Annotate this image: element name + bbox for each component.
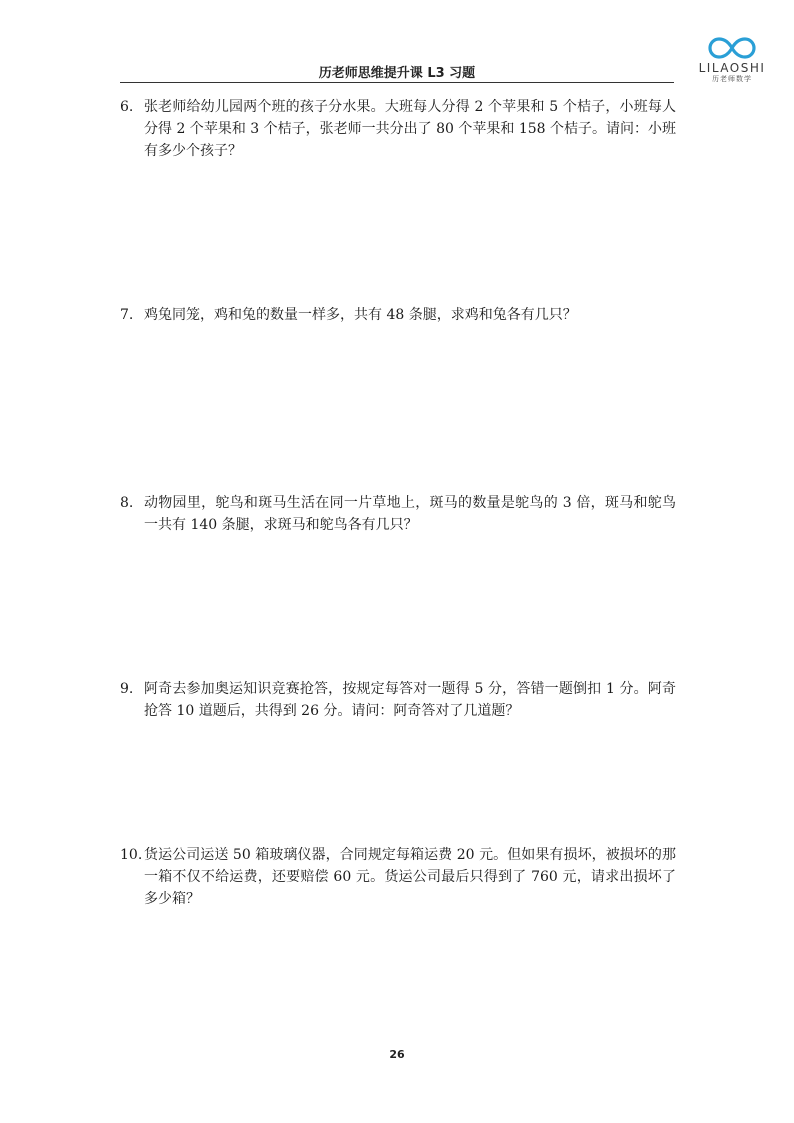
logo-subtitle: 历老师数学 [712,75,752,83]
question-10 [120,844,676,910]
question-number: 9. [120,681,134,697]
question-8 [120,492,676,536]
logo-wordmark: LILAOSHI [698,61,766,75]
question-text: 阿奇去参加奥运知识竞赛抢答，按规定每答对一题得 5 分，答错一题倒扣 1 分。阿奇抢答 10 道题后，共得到 26 分。请问：阿奇答对了几道题？ [144,681,676,719]
page-header-title: 历老师思维提升课 L3 习题 [318,66,476,81]
header-divider [120,82,674,83]
question-text: 张老师给幼儿园两个班的孩子分水果。大班每人分得 2 个苹果和 5 个桔子，小班每人分得 2 个苹果和 3 个桔子，张老师一共分出了 80 个苹果和 158 个桔子。请问：小班有多少个孩子？ [144,99,676,159]
question-text: 动物园里，鸵鸟和斑马生活在同一片草地上，斑马的数量是鸵鸟的 3 倍，斑马和鸵鸟一共有 140 条腿，求斑马和鸵鸟各有几只？ [144,495,676,533]
question-text: 货运公司运送 50 箱玻璃仪器，合同规定每箱运费 20 元。但如果有损坏，被损坏的那一箱不仅不给运费，还要赔偿 60 元。货运公司最后只得到了 760 元，请求出损坏了多少箱？ [144,847,676,907]
question-number: 7. [120,307,134,323]
question-6 [120,96,676,162]
page-number: 26 [389,1048,405,1061]
question-9 [120,678,676,722]
question-number: 10. [120,847,143,863]
question-7 [120,304,676,326]
question-number: 6. [120,99,134,115]
question-number: 8. [120,495,134,511]
question-text: 鸡兔同笼，鸡和兔的数量一样多，共有 48 条腿，求鸡和兔各有几只？ [144,307,577,323]
brand-logo [690,36,774,92]
infinity-logo-icon [707,36,757,60]
